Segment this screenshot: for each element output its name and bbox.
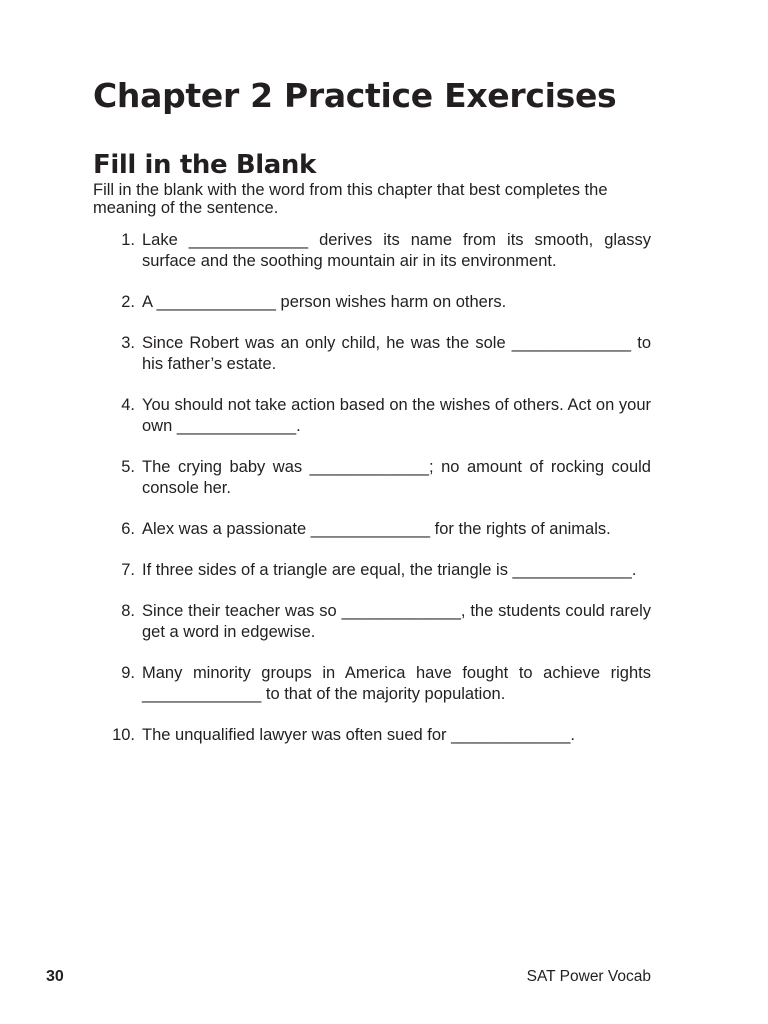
exercise-number: 2.: [121, 293, 135, 311]
exercise-number: 7.: [121, 561, 135, 579]
exercise-number: 3.: [121, 334, 135, 352]
exercise-item: [93, 230, 651, 272]
exercise-number: 10.: [112, 726, 135, 744]
exercise-number: 6.: [121, 520, 135, 538]
exercise-item: [93, 519, 651, 540]
exercise-text: The unqualified lawyer was often sued for _____________.: [142, 726, 575, 744]
section-title: Fill in the Blank: [93, 150, 316, 180]
exercise-item: [93, 725, 651, 746]
exercise-text: Lake _____________ derives its name from its smooth, glassy surface and the soothing mountain air in its environment.: [142, 231, 651, 270]
exercise-text: The crying baby was _____________; no amount of rocking could console her.: [142, 458, 651, 497]
exercise-item: [93, 292, 651, 313]
exercise-text: Alex was a passionate _____________ for the rights of animals.: [142, 520, 611, 538]
instructions: Fill in the blank with the word from this chapter that best completes the meaning of the sentence.: [93, 181, 608, 217]
exercise-text: You should not take action based on the wishes of others. Act on your own _____________.: [142, 396, 651, 435]
page-number: 30: [46, 968, 64, 985]
exercise-text: Many minority groups in America have fought to achieve rights _____________ to that of the majority population.: [142, 664, 651, 703]
exercise-text: Since Robert was an only child, he was the sole _____________ to his father’s estate.: [142, 334, 651, 373]
exercise-number: 1.: [121, 231, 135, 249]
exercise-number: 4.: [121, 396, 135, 414]
exercise-item: [93, 333, 651, 375]
exercise-item: [93, 663, 651, 705]
exercise-item: [93, 560, 651, 581]
exercise-text: A _____________ person wishes harm on others.: [142, 293, 507, 311]
exercise-list: [93, 230, 651, 766]
running-footer: SAT Power Vocab: [526, 968, 651, 985]
exercise-number: 9.: [121, 664, 135, 682]
exercise-number: 5.: [121, 458, 135, 476]
exercise-item: [93, 601, 651, 643]
exercise-text: If three sides of a triangle are equal, the triangle is _____________.: [142, 561, 637, 579]
exercise-item: [93, 395, 651, 437]
exercise-text: Since their teacher was so _____________, the students could rarely get a word in edgewise.: [142, 602, 651, 641]
page-title: Chapter 2 Practice Exercises: [93, 76, 617, 115]
exercise-number: 8.: [121, 602, 135, 620]
exercise-item: [93, 457, 651, 499]
